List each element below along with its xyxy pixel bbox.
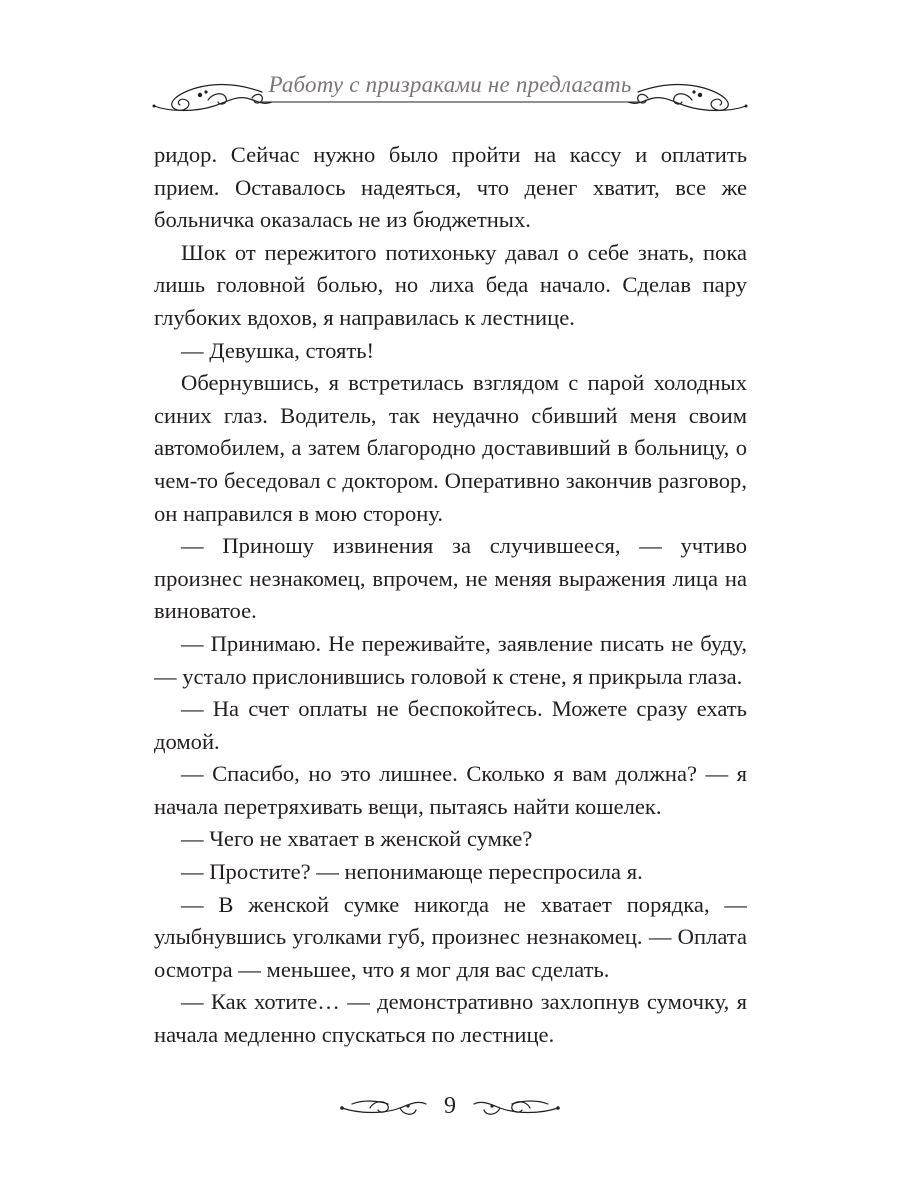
paragraph: Шок от пережитого потихоньку давал о себе знать, пока лишь головной болью, но лиха беда начало. Сделав пару глубоких вдохов, я направилась к лестнице. xyxy=(154,239,747,330)
running-header xyxy=(0,62,900,132)
paragraph: Обернувшись, я встретилась взглядом с парой холодных синих глаз. Водитель, так неудачно сбивший меня своим автомобилем, а затем благородно доставивший в больницу, о чем-то беседовал с доктором. Оперативно закончив разговор, он направился в мою сторону. xyxy=(154,370,747,526)
page-body xyxy=(154,139,747,1052)
paragraph: ридор. Сейчас нужно было пройти на кассу и оплатить прием. Оставалось надеяться, что денег хватит, все же больничка оказалась не из бюджетных. xyxy=(154,142,747,233)
dialogue-line: — В женской сумке никогда не хватает порядка, — улыбнувшись уголками губ, произнес незнакомец. — Оплата осмотра — меньшее, что я мог для вас сделать. xyxy=(154,891,747,982)
page-footer xyxy=(0,1088,900,1128)
running-title: Работу с призраками не предлагать xyxy=(268,72,632,97)
page-number: 9 xyxy=(444,1093,456,1119)
dialogue-line: — Чего не хватает в женской сумке? xyxy=(181,826,533,852)
dialogue-line: — Девушка, стоять! xyxy=(181,337,375,363)
dialogue-line: — Приношу извинения за случившееся, — учтиво произнес незнакомец, впрочем, не меняя выражения лица на виноватое. xyxy=(154,533,747,624)
dialogue-line: — Спасибо, но это лишнее. Сколько я вам должна? — я начала перетряхивать вещи, пытаясь найти кошелек. xyxy=(154,761,747,819)
dialogue-line: — Как хотите… — демонстративно захлопнув сумочку, я начала медленно спускаться по лестнице. xyxy=(154,989,747,1048)
dialogue-line: — Простите? — непонимающе переспросила я. xyxy=(181,859,643,885)
dialogue-line: — На счет оплаты не беспокойтесь. Можете сразу ехать домой. xyxy=(154,696,747,754)
dialogue-line: — Принимаю. Не переживайте, заявление писать не буду, — устало прислонившись головой к стене, я прикрыла глаза. xyxy=(154,630,747,689)
